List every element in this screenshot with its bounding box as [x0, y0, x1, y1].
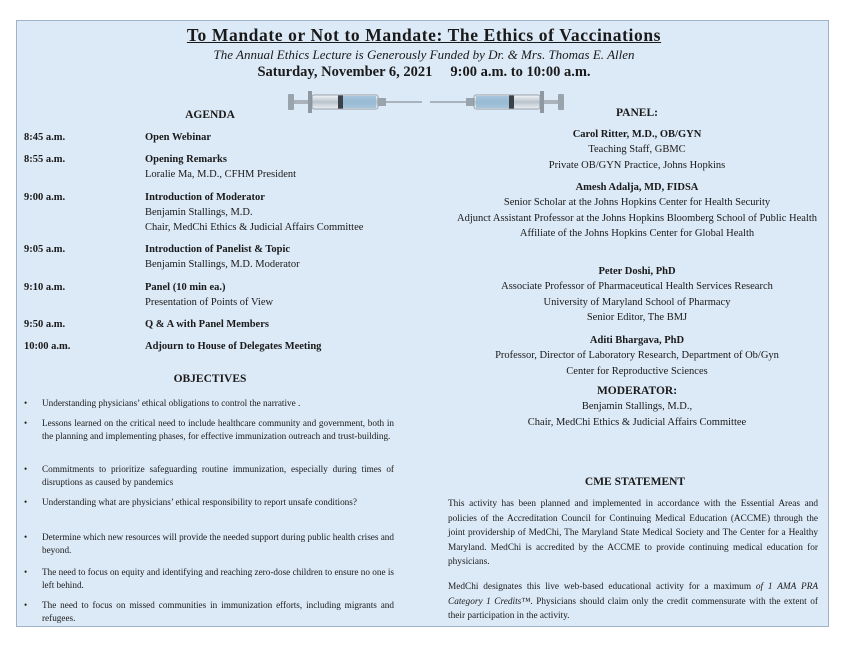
bullet-icon: •: [24, 600, 28, 610]
bullet-icon: •: [24, 418, 28, 428]
objective-text: The need to focus on missed communities in immunization efforts, including migrants and refugees.: [42, 600, 394, 623]
bullet-icon: •: [24, 567, 28, 577]
bullet-icon: •: [24, 398, 28, 408]
agenda-details: [145, 317, 415, 332]
bullet-icon: •: [24, 532, 28, 542]
agenda-details: [145, 339, 415, 354]
agenda-time: 9:05 a.m.: [24, 244, 66, 255]
syringe-icon: [286, 88, 424, 116]
panel-heading: PANEL:: [616, 107, 658, 119]
page-subtitle: The Annual Ethics Lecture is Generously Funded by Dr. & Mrs. Thomas E. Allen: [213, 47, 635, 62]
panelist-affiliation: Senior Editor, The BMJ: [586, 311, 688, 323]
panelist-name: Amesh Adalja, MD, FIDSA: [575, 182, 699, 193]
agenda-details: [145, 152, 415, 182]
panelist-affiliation: Teaching Staff, GBMC: [588, 144, 686, 156]
objective-text: Understanding what are physicians’ ethical responsibility to report unsafe conditions?: [42, 497, 357, 507]
panelist-name: Carol Ritter, M.D., OB/GYN: [572, 129, 702, 140]
bullet-icon: •: [24, 464, 28, 474]
agenda-title: Open Webinar: [145, 132, 212, 143]
agenda-time: 8:55 a.m.: [24, 154, 66, 165]
event-dateline: [0, 64, 848, 81]
agenda-title: Panel (10 min ea.): [145, 282, 226, 293]
agenda-detail-line: Benjamin Stallings, M.D. Moderator: [145, 259, 300, 270]
moderator-line: Chair, MedChi Ethics & Judicial Affairs Committee: [527, 416, 747, 428]
agenda-time: 8:45 a.m.: [24, 132, 66, 143]
panelist: [432, 180, 842, 241]
panelist-affiliation: Private OB/GYN Practice, Johns Hopkins: [548, 159, 726, 171]
agenda-title: Opening Remarks: [145, 154, 227, 165]
agenda-detail-line: Benjamin Stallings, M.D.: [145, 207, 253, 218]
objective-text: Determine which new resources will provide the needed support during public health crises and beyond.: [42, 532, 394, 555]
bullet-icon: •: [24, 497, 28, 507]
panelist-affiliation: Associate Professor of Pharmaceutical Health Services Research: [501, 281, 773, 293]
agenda-details: [145, 280, 415, 310]
panelist: [432, 127, 842, 173]
objective-item: [24, 397, 394, 410]
agenda-detail-line: Loralie Ma, M.D., CFHM President: [145, 169, 297, 180]
agenda-details: [145, 130, 415, 145]
agenda-title: Q & A with Panel Members: [145, 319, 269, 330]
objective-item: [24, 496, 394, 509]
cme-heading: CME STATEMENT: [584, 476, 686, 488]
moderator-line: Benjamin Stallings, M.D.,: [581, 401, 693, 413]
agenda-detail-line: Presentation of Points of View: [145, 297, 274, 308]
panelist: [432, 333, 842, 379]
panelist-affiliation: Professor, Director of Laboratory Research, Department of Ob/Gyn: [495, 350, 779, 362]
objective-text: Understanding physicians’ ethical obligations to control the narrative .: [42, 398, 301, 408]
agenda-time: 9:50 a.m.: [24, 319, 66, 330]
agenda-detail-line: Chair, MedChi Ethics & Judicial Affairs Committee: [145, 222, 364, 233]
moderator-block: [432, 384, 842, 430]
panelist-name: Peter Doshi, PhD: [598, 266, 676, 277]
event-date: Saturday, November 6, 2021: [257, 64, 433, 80]
agenda-time: 9:00 a.m.: [24, 192, 66, 203]
cme-credit: of 1 AMA PRA Category 1 Credits™: [448, 582, 819, 607]
moderator-heading: MODERATOR:: [596, 385, 678, 397]
objective-item: [24, 599, 394, 624]
panelist-affiliation: Center for Reproductive Sciences: [566, 365, 708, 377]
cme-text-after: . Physicians should claim only the credit commensurate with the extent of their participation in the activity.: [448, 596, 818, 621]
agenda-details: [145, 242, 415, 272]
objective-item: [24, 531, 394, 556]
panelist-affiliation: Affiliate of the Johns Hopkins Center for Global Health: [519, 227, 755, 239]
event-time: 9:00 a.m. to 10:00 a.m.: [450, 64, 591, 80]
page-title: To Mandate or Not to Mandate: The Ethics of Vaccinations: [186, 25, 662, 45]
objective-text: Commitments to prioritize safeguarding routine immunization, especially during times of disruptions as caused by pandemics: [42, 464, 394, 487]
cme-paragraph-1: This activity has been planned and implemented in accordance with the Essential Areas and policies of the Accreditation Council for Continuing Medical Education (ACCME) through the joint providership of MedChi, The Maryland State Medical Society and The Center for a Healthy Maryland. MedChi is accredited by the ACCME to provide continuing medical education for physicians.: [448, 499, 818, 567]
cme-text-before: MedChi designates this live web-based educational activity for a maximum: [448, 582, 756, 592]
panelist: [432, 264, 842, 325]
panelist-affiliation: Adjunct Assistant Professor at the Johns Hopkins Bloomberg School of Public Health: [457, 212, 817, 224]
syringe-icon: [428, 88, 566, 116]
agenda-heading: AGENDA: [185, 109, 235, 121]
objective-item: [24, 417, 394, 442]
agenda-time: 10:00 a.m.: [24, 341, 71, 352]
objective-item: [24, 566, 394, 591]
panelist-affiliation: University of Maryland School of Pharmacy: [543, 296, 731, 308]
objective-text: The need to focus on equity and identifying and reaching zero-dose children to ensure no one is left behind.: [42, 567, 394, 590]
panelist-affiliation: Senior Scholar at the Johns Hopkins Center for Health Security: [503, 197, 771, 209]
objective-item: [24, 463, 394, 488]
panelist-name: Aditi Bhargava, PhD: [589, 335, 685, 346]
agenda-title: Introduction of Moderator: [145, 192, 265, 203]
agenda-title: Adjourn to House of Delegates Meeting: [145, 341, 322, 352]
cme-paragraph-2: [448, 580, 818, 624]
agenda-title: Introduction of Panelist & Topic: [145, 244, 291, 255]
agenda-details: [145, 190, 415, 235]
objectives-heading: OBJECTIVES: [173, 373, 247, 385]
agenda-time: 9:10 a.m.: [24, 282, 66, 293]
objective-text: Lessons learned on the critical need to include healthcare community and government, both in the planning and implementing phases, for effective immunization outreach and trust-building.: [42, 418, 394, 441]
